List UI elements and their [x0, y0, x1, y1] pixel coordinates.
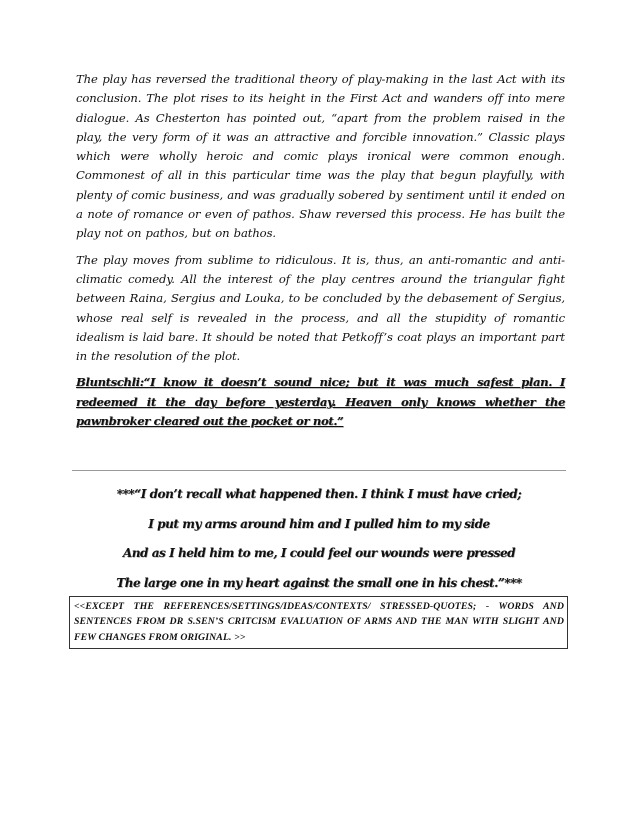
horizontal-divider	[72, 470, 566, 471]
verse-line: ***“I don’t recall what happened then. I think I must have cried;	[116, 487, 522, 501]
verse-block	[72, 480, 566, 598]
source-note-box: <<EXCEPT THE REFERENCES/SETTINGS/IDEAS/CONTEXTS/ STRESSED-QUOTES; - WORDS AND SENTENCES FROM DR S.SEN’S CRITCISM EVALUATION OF ARMS AND THE MAN WITH SLIGHT AND FEW CHANGES FROM ORIGINAL. >>	[69, 596, 568, 649]
paragraph-plot-reversal: The play has reversed the traditional theory of play-making in the last Act with its conclusion. The plot rises to its height in the First Act and wanders off into mere dialogue. As Chesterton has pointed out, “apart from the problem raised in the play, the very form of it was an attractive and forcible innovation.” Classic plays which were wholly heroic and comic plays ironical were common enough. Commonest of all in this particular time was the play that begun playfully, with plenty of comic business, and was gradually sobered by sentiment until it ended on a note of romance or even of pathos. Shaw reversed this process. He has built the play not on pathos, but on bathos.	[76, 72, 565, 241]
verse-line: The large one in my heart against the small one in his chest.”***	[116, 575, 522, 590]
bluntschli-quote: Bluntschli:“I know it doesn’t sound nice; but it was much safest plan. I redeemed it the day before yesterday. Heaven only knows whether the pawnbroker cleared out the pocket or not.”	[76, 375, 565, 429]
verse-line: I put my arms around him and I pulled him to my side	[148, 516, 490, 531]
paragraph-anti-romantic: The play moves from sublime to ridiculous. It is, thus, an anti-romantic and anti-climatic comedy. All the interest of the play centres around the triangular fight between Raina, Sergius and Louka, to be concluded by the debasement of Sergius, whose real self is revealed in the process, and all the stupidity of romantic idealism is laid bare. It should be noted that Petkoff’s coat plays an important part in the resolution of the plot.	[76, 252, 565, 364]
document-body	[76, 70, 565, 432]
verse-line: And as I held him to me, I could feel our wounds were pressed	[122, 546, 516, 560]
